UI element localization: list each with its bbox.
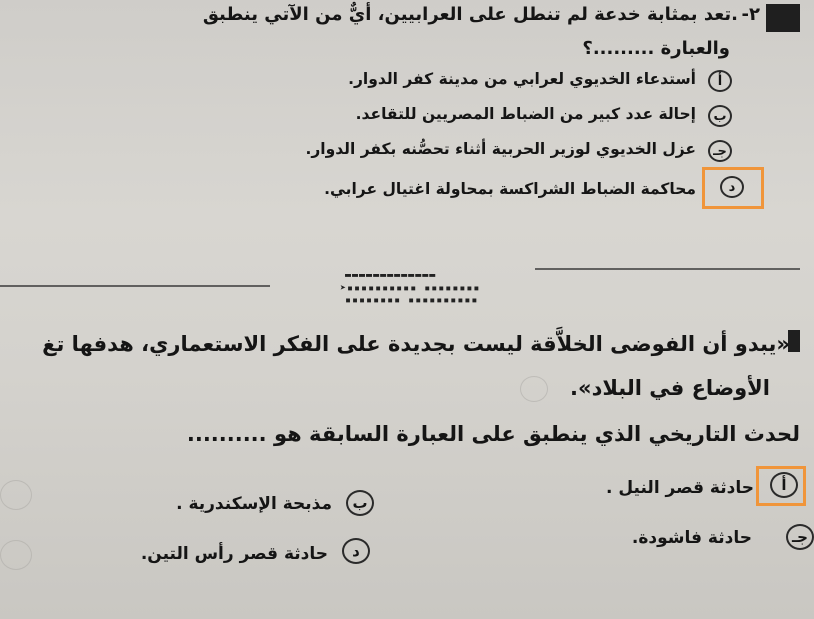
q1-option-a-circle[interactable]: أ [708,70,732,92]
q1-number: ٢- [741,4,760,25]
q2-option-a-circle[interactable]: أ [770,472,798,498]
q2-text-line2: الأوضاع في البلاد». [570,376,770,400]
q1-option-d-circle[interactable]: د [720,176,744,198]
q2-option-b-circle[interactable]: ب [346,490,374,516]
q2-prompt: لحدث التاريخي الذي ينطبق على العبارة السابقة هو .......... [186,422,800,446]
question-marker [766,4,800,32]
divider-ornament: ▬▬▬▬▬▬▬▬▬▬▬▬▬ [345,270,437,281]
q2-option-c-circle[interactable]: جـ [786,524,814,550]
q1-text-line1: .تعد بمثابة خدعة لم تنطل على العرابيين، أيٌّ من الآتي ينطبق [202,4,738,25]
divider-ornament-2: ➤▪▪▪▪▪▪▪▪▪▪ ▪▪▪▪▪▪▪▪ [340,283,481,294]
divider-left [0,285,270,287]
divider-right [535,268,800,270]
divider-ornament-3: ▪▪▪▪▪▪▪▪ ▪▪▪▪▪▪▪▪▪▪ [345,295,479,306]
q2-option-d-text: حادثة قصر رأس التين. [140,544,328,564]
q2-option-a-text: حادثة قصر النيل . [606,478,754,498]
q1-option-c-circle[interactable]: جـ [708,140,732,162]
q2-text-line1: «يبدو أن الفوضى الخلاَّقة ليست بجديدة على الفكر الاستعماري، هدفها تغ [42,332,790,356]
q1-option-b-text: إحالة عدد كبير من الضباط المصريين للتقاعد. [355,105,696,123]
q1-option-c-text: عزل الخديوي لوزير الحربية أثناء تحصُّنه بكفر الدوار. [305,140,696,158]
q2-option-b-text: مذبحة الإسكندرية . [176,494,332,514]
q2-option-c-text: حادثة فاشودة. [631,528,752,548]
bleed-through-mark [0,480,32,510]
q1-option-d-text: محاكمة الضباط الشراكسة بمحاولة اغتيال عرابي. [324,180,696,198]
bleed-through-mark [520,376,548,402]
bleed-through-mark [0,540,32,570]
q2-option-d-circle[interactable]: د [342,538,370,564]
q1-option-b-circle[interactable]: ب [708,105,732,127]
q1-text-line2: والعبارة .........؟ [582,38,730,59]
q1-option-a-text: أستدعاء الخديوي لعرابي من مدينة كفر الدوار. [348,70,696,88]
